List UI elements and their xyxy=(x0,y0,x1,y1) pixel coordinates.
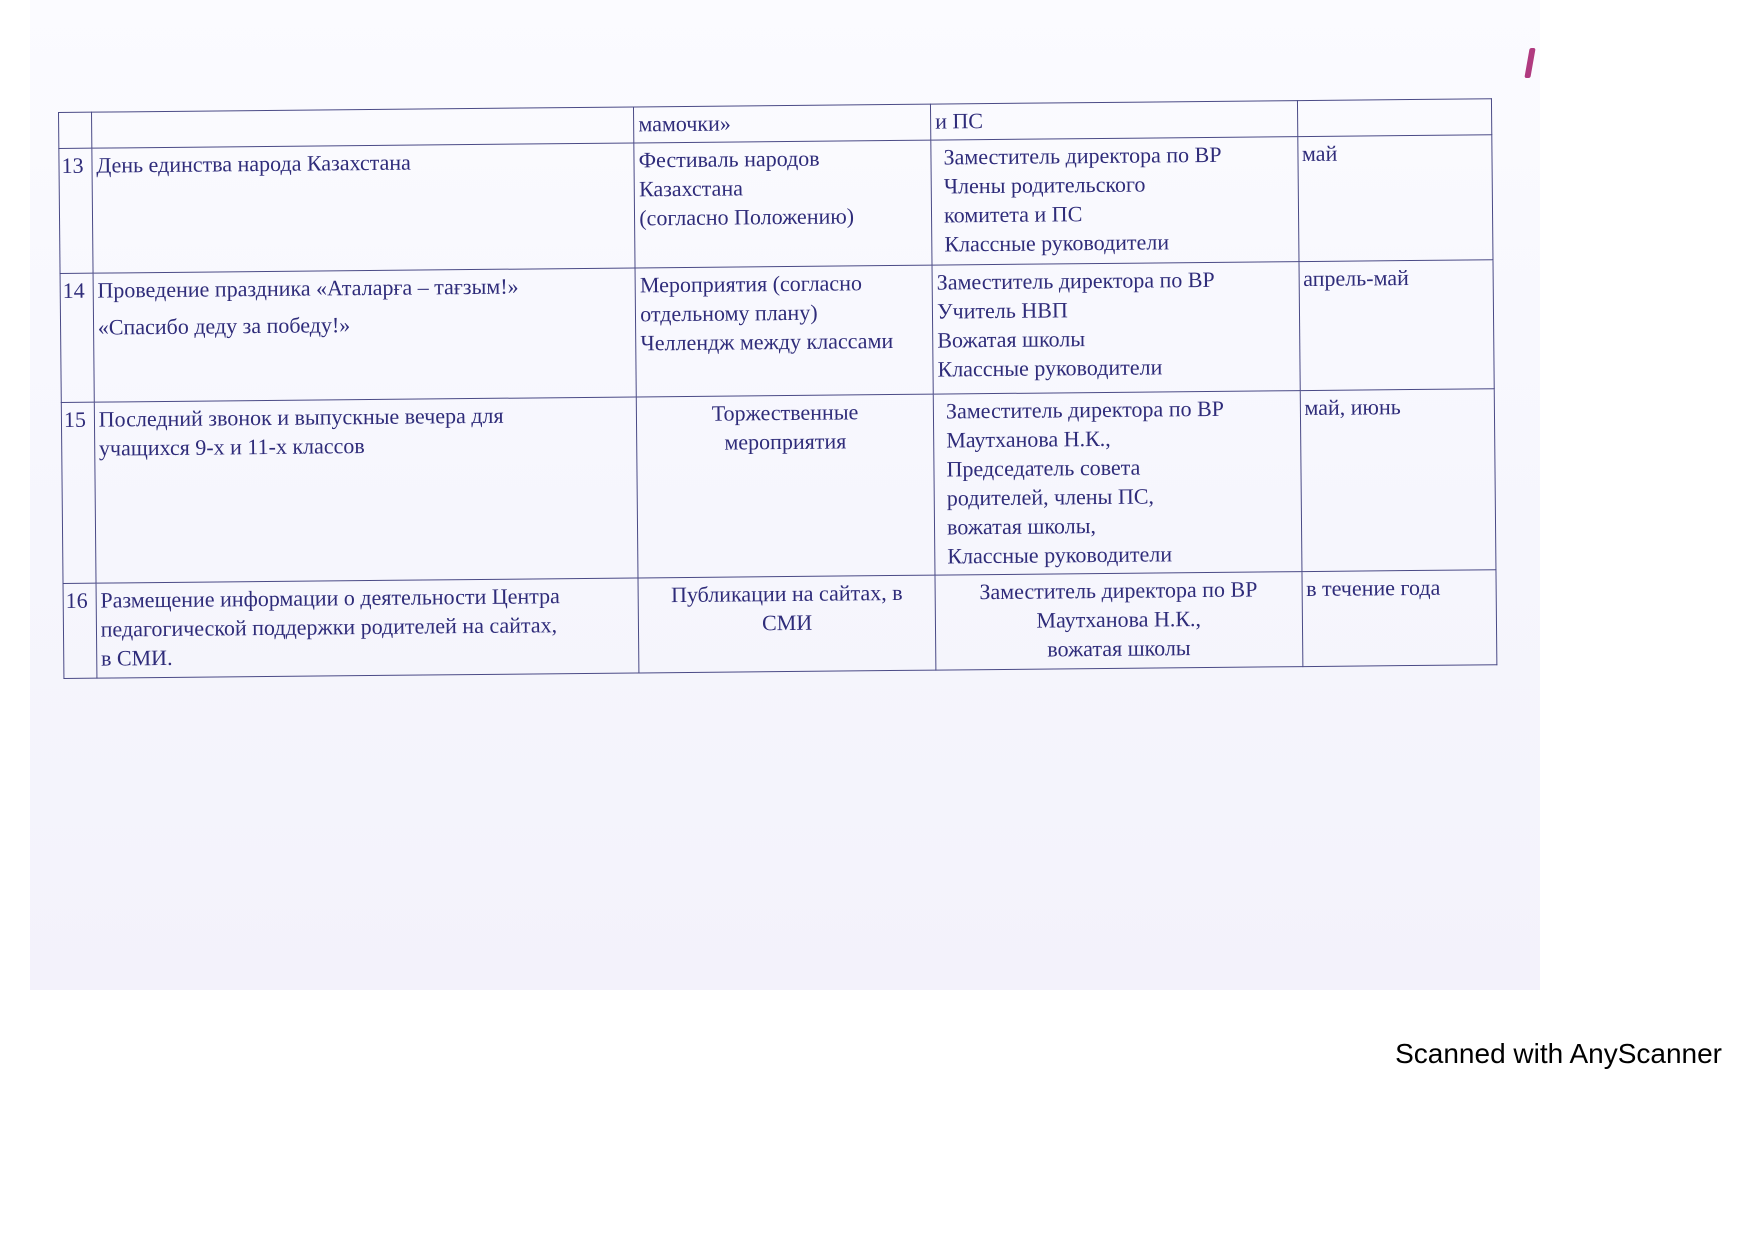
responsible-line: Члены родительского xyxy=(943,171,1146,199)
form-line: Публикации на сайтах, в xyxy=(670,579,903,608)
event-line: Последний звонок и выпускные вечера для xyxy=(98,402,504,432)
event-cell xyxy=(94,397,638,583)
responsible-line: Заместитель директора по ВР xyxy=(979,576,1258,605)
responsible-line: и ПС xyxy=(935,108,984,134)
table-row-13 xyxy=(59,135,1493,274)
event-cell xyxy=(96,578,639,678)
responsible-line: комитета и ПС xyxy=(943,201,1083,228)
form-line: Челлендж между классами xyxy=(640,327,894,356)
responsible-line: родителей, члены ПС, xyxy=(946,483,1155,511)
form-line: мероприятия xyxy=(724,428,847,455)
row-number: 16 xyxy=(63,583,97,678)
responsible-line: Маутханова Н.К., xyxy=(1036,606,1202,633)
responsible-line: Учитель НВП xyxy=(936,297,1068,324)
form-line: (согласно Положению) xyxy=(639,203,855,231)
row-number xyxy=(59,112,92,148)
responsible-line: Заместитель директора по ВР xyxy=(945,395,1225,424)
responsible-cell xyxy=(933,391,1301,576)
responsible-cell xyxy=(931,137,1299,266)
term-cell: в течение года xyxy=(1301,570,1496,667)
table-row-15 xyxy=(61,389,1496,584)
term-cell xyxy=(1297,99,1492,137)
responsible-cell xyxy=(932,262,1300,395)
event-line: педагогической поддержки родителей на сайтах, xyxy=(100,612,558,642)
form-cell xyxy=(638,575,936,673)
responsible-line: Классные руководители xyxy=(947,541,1173,569)
form-line: СМИ xyxy=(761,609,813,636)
form-cell xyxy=(634,140,932,268)
term-cell: май xyxy=(1297,135,1493,262)
row-number: 14 xyxy=(60,273,94,402)
responsible-line: Заместитель директора по ВР xyxy=(943,141,1222,170)
form-cell xyxy=(634,104,931,143)
scanner-watermark: Scanned with AnyScanner xyxy=(1395,1038,1722,1069)
term-cell: апрель-май xyxy=(1298,260,1494,391)
responsible-cell xyxy=(935,572,1302,671)
responsible-line: Маутханова Н.К., xyxy=(946,425,1111,453)
form-cell xyxy=(635,265,933,397)
event-cell xyxy=(91,107,634,148)
responsible-cell xyxy=(931,101,1298,141)
responsible-line: вожатая школы xyxy=(1047,635,1191,662)
responsible-line: Классные руководители xyxy=(937,354,1163,382)
row-number: 15 xyxy=(61,402,95,583)
event-line: «Спасибо деду за победу!» xyxy=(97,312,351,340)
event-line: Размещение информации о деятельности Центра xyxy=(100,583,560,613)
form-line: Торжественные xyxy=(711,399,859,426)
table-row-14 xyxy=(60,260,1494,403)
form-line: отдельному плану) xyxy=(640,299,818,327)
responsible-line: Председатель совета xyxy=(946,454,1141,482)
event-line: в СМИ. xyxy=(100,644,173,671)
term-cell: май, июнь xyxy=(1300,389,1496,572)
form-line: Мероприятия (согласно xyxy=(639,270,863,298)
events-table xyxy=(58,98,1497,679)
form-line: мамочки» xyxy=(638,110,731,137)
event-line: Проведение праздника «Аталарға – тағзым!» xyxy=(97,273,519,303)
event-cell xyxy=(93,268,637,402)
row-number: 13 xyxy=(59,148,93,273)
responsible-line: вожатая школы, xyxy=(946,513,1097,540)
form-cell xyxy=(636,394,935,578)
table-row-16 xyxy=(63,570,1497,679)
form-line: Фестиваль народов xyxy=(638,145,820,173)
event-line: День единства народа Казахстана xyxy=(96,149,411,178)
responsible-line: Заместитель директора по ВР xyxy=(936,266,1215,295)
responsible-line: Классные руководители xyxy=(944,229,1170,257)
event-cell xyxy=(92,143,636,273)
form-line: Казахстана xyxy=(638,175,744,202)
event-line: учащихся 9-х и 11-х классов xyxy=(98,433,365,461)
responsible-line: Вожатая школы xyxy=(937,326,1086,353)
